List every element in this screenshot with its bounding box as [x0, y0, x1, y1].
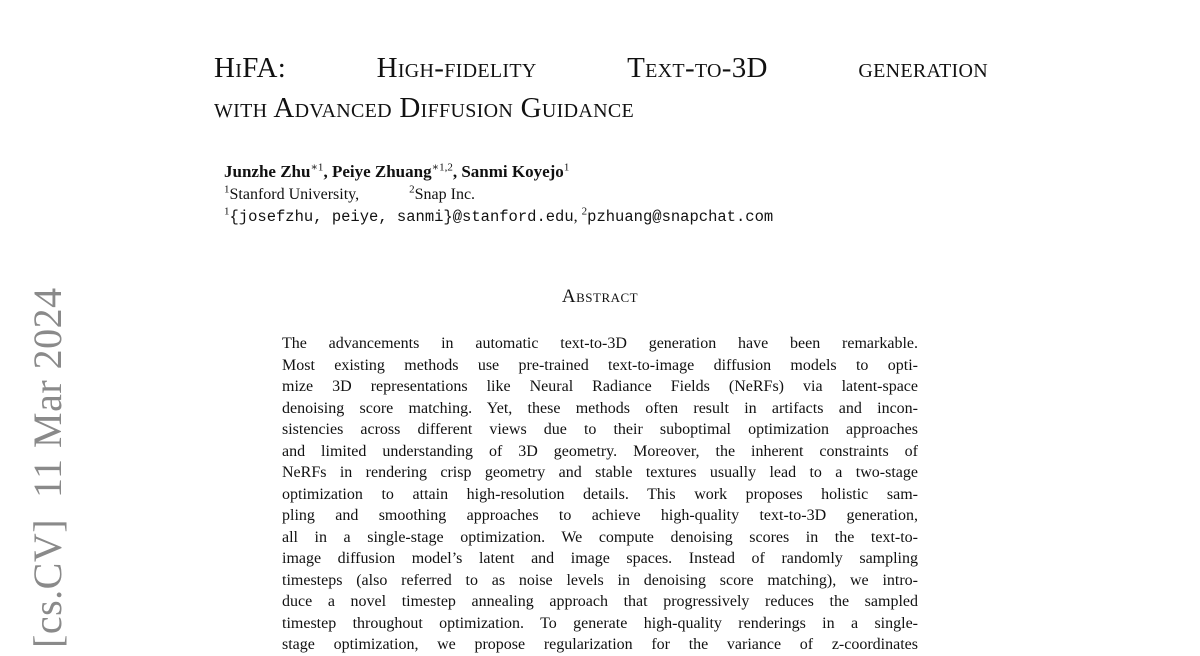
author-marks: 1	[563, 161, 570, 174]
abstract-line: timestep throughout optimization. To generate high-quality renderings in a single-	[282, 614, 918, 632]
author-marks: ∗1	[310, 161, 324, 174]
abstract-heading: Abstract	[561, 286, 639, 307]
abstract-body	[282, 333, 918, 656]
author-name: Sanmi Koyejo	[461, 162, 564, 181]
title-word: Text-to-3D	[627, 52, 768, 84]
abstract-line: image diffusion model’s latent and image spaces. Instead of randomly sampling	[282, 550, 918, 567]
affiliation-mark: 2	[409, 183, 415, 196]
abstract-line: pling and smoothing approaches to achieve high-quality text-to-3D generation,	[282, 507, 918, 524]
abstract-line: stage optimization, we propose regularization for the variance of z-coordinates	[282, 636, 918, 653]
email-group: pzhuang@snapchat.com	[587, 208, 774, 226]
abstract-line: all in a single-stage optimization. We compute denoising scores in the text-to-	[282, 528, 918, 546]
author-marks: ∗1,2	[431, 161, 453, 174]
title-line-1	[214, 48, 988, 88]
abstract-line: timesteps (also referred to as noise levels in denoising score matching), we intro-	[282, 571, 918, 589]
affiliation-name: Snap Inc.	[414, 186, 476, 203]
affiliation-mark: 1	[224, 183, 230, 196]
abstract-line: mize 3D representations like Neural Radiance Fields (NeRFs) via latent-space	[282, 378, 918, 395]
author-list: Junzhe Zhu$^{∗1}$, Peiye Zhuang$^{∗1,2}$, Sanmi Koyejo$^1$	[224, 161, 570, 181]
arxiv-stamp: [cs.CV] 11 Mar 2024	[25, 287, 70, 648]
email-separator: ,	[573, 208, 582, 225]
email-mark: 2	[581, 205, 588, 218]
title-word: High-fidelity	[376, 52, 537, 84]
paper-title	[214, 48, 994, 128]
title-word: HiFA:	[214, 52, 287, 84]
title-word: generation	[858, 52, 988, 84]
abstract-line: The advancements in automatic text-to-3D generation have been remarkable.	[282, 335, 918, 352]
abstract-line: Most existing methods use pre-trained text-to-image diffusion models to opti-	[282, 356, 918, 374]
affiliation-name: Stanford University,	[229, 186, 360, 203]
abstract-line: duce a novel timestep annealing approach that progressively reduces the sampled	[282, 593, 918, 610]
abstract-line: sistencies across different views due to their suboptimal optimization approaches	[282, 421, 918, 438]
email-mark: 1	[224, 205, 230, 218]
abstract-line: optimization to attain high-resolution details. This work proposes holistic sam-	[282, 485, 918, 503]
author-name: Peiye Zhuang	[331, 162, 432, 181]
abstract-line: NeRFs in rendering crisp geometry and stable textures usually lead to a two-stage	[282, 464, 918, 481]
affiliations	[224, 183, 476, 204]
title-line-2: with Advanced Diffusion Guidance	[214, 92, 634, 124]
author-emails	[224, 205, 774, 226]
author-name: Junzhe Zhu	[224, 162, 311, 181]
abstract-line: denoising score matching. Yet, these methods often result in artifacts and incon-	[282, 399, 918, 417]
email-group: {josefzhu, peiye, sanmi}@stanford.edu	[229, 208, 574, 226]
abstract-line: and limited understanding of 3D geometry. Moreover, the inherent constraints of	[282, 442, 918, 460]
